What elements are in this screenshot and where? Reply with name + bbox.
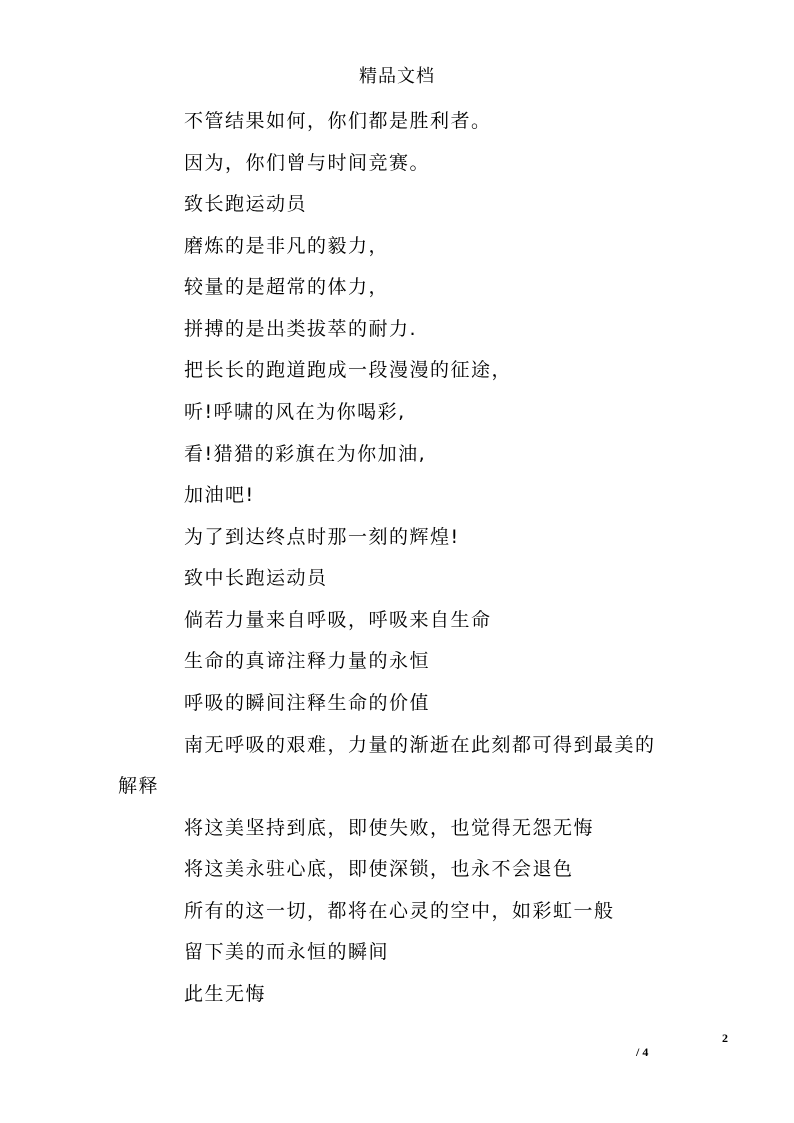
heading-line: 致中长跑运动员 xyxy=(184,567,328,589)
text-line: 看!猎猎的彩旗在为你加油, xyxy=(184,443,427,465)
text-line: 加油吧! xyxy=(184,484,255,506)
page-number: 2 xyxy=(722,1031,728,1045)
text-line: 把长长的跑道跑成一段漫漫的征途， xyxy=(184,359,513,381)
text-line: 因为，你们曾与时间竞赛。 xyxy=(184,152,431,174)
text-line: 此生无悔 xyxy=(184,983,267,1005)
text-line: 呼吸的瞬间注释生命的价值 xyxy=(184,692,431,714)
text-line: 留下美的而永恒的瞬间 xyxy=(184,941,390,963)
text-line: 所有的这一切，都将在心灵的空中，如彩虹一般 xyxy=(184,900,615,922)
text-line: 倘若力量来自呼吸，呼吸来自生命 xyxy=(184,609,492,631)
text-line: 不管结果如何，你们都是胜利者。 xyxy=(184,110,492,132)
heading-line: 致长跑运动员 xyxy=(184,193,308,215)
text-line: 拼搏的是出类拔萃的耐力. xyxy=(184,318,418,340)
text-line: 较量的是超常的体力， xyxy=(184,276,390,298)
page-header-title: 精品文档 xyxy=(359,66,435,87)
text-line-continuation: 解释 xyxy=(118,775,160,797)
page-total: / 4 xyxy=(636,1045,649,1059)
text-line: 为了到达终点时那一刻的辉煌! xyxy=(184,526,460,548)
text-line: 生命的真谛注释力量的永恒 xyxy=(184,650,431,672)
text-line: 将这美坚持到底，即使失败，也觉得无怨无悔 xyxy=(184,817,595,839)
text-line: 南无呼吸的艰难，力量的渐逝在此刻都可得到最美的 xyxy=(184,734,656,756)
text-line: 磨炼的是非凡的毅力， xyxy=(184,235,390,257)
text-line: 将这美永驻心底，即使深锁，也永不会退色 xyxy=(184,858,574,880)
text-line: 听!呼啸的风在为你喝彩, xyxy=(184,401,406,423)
